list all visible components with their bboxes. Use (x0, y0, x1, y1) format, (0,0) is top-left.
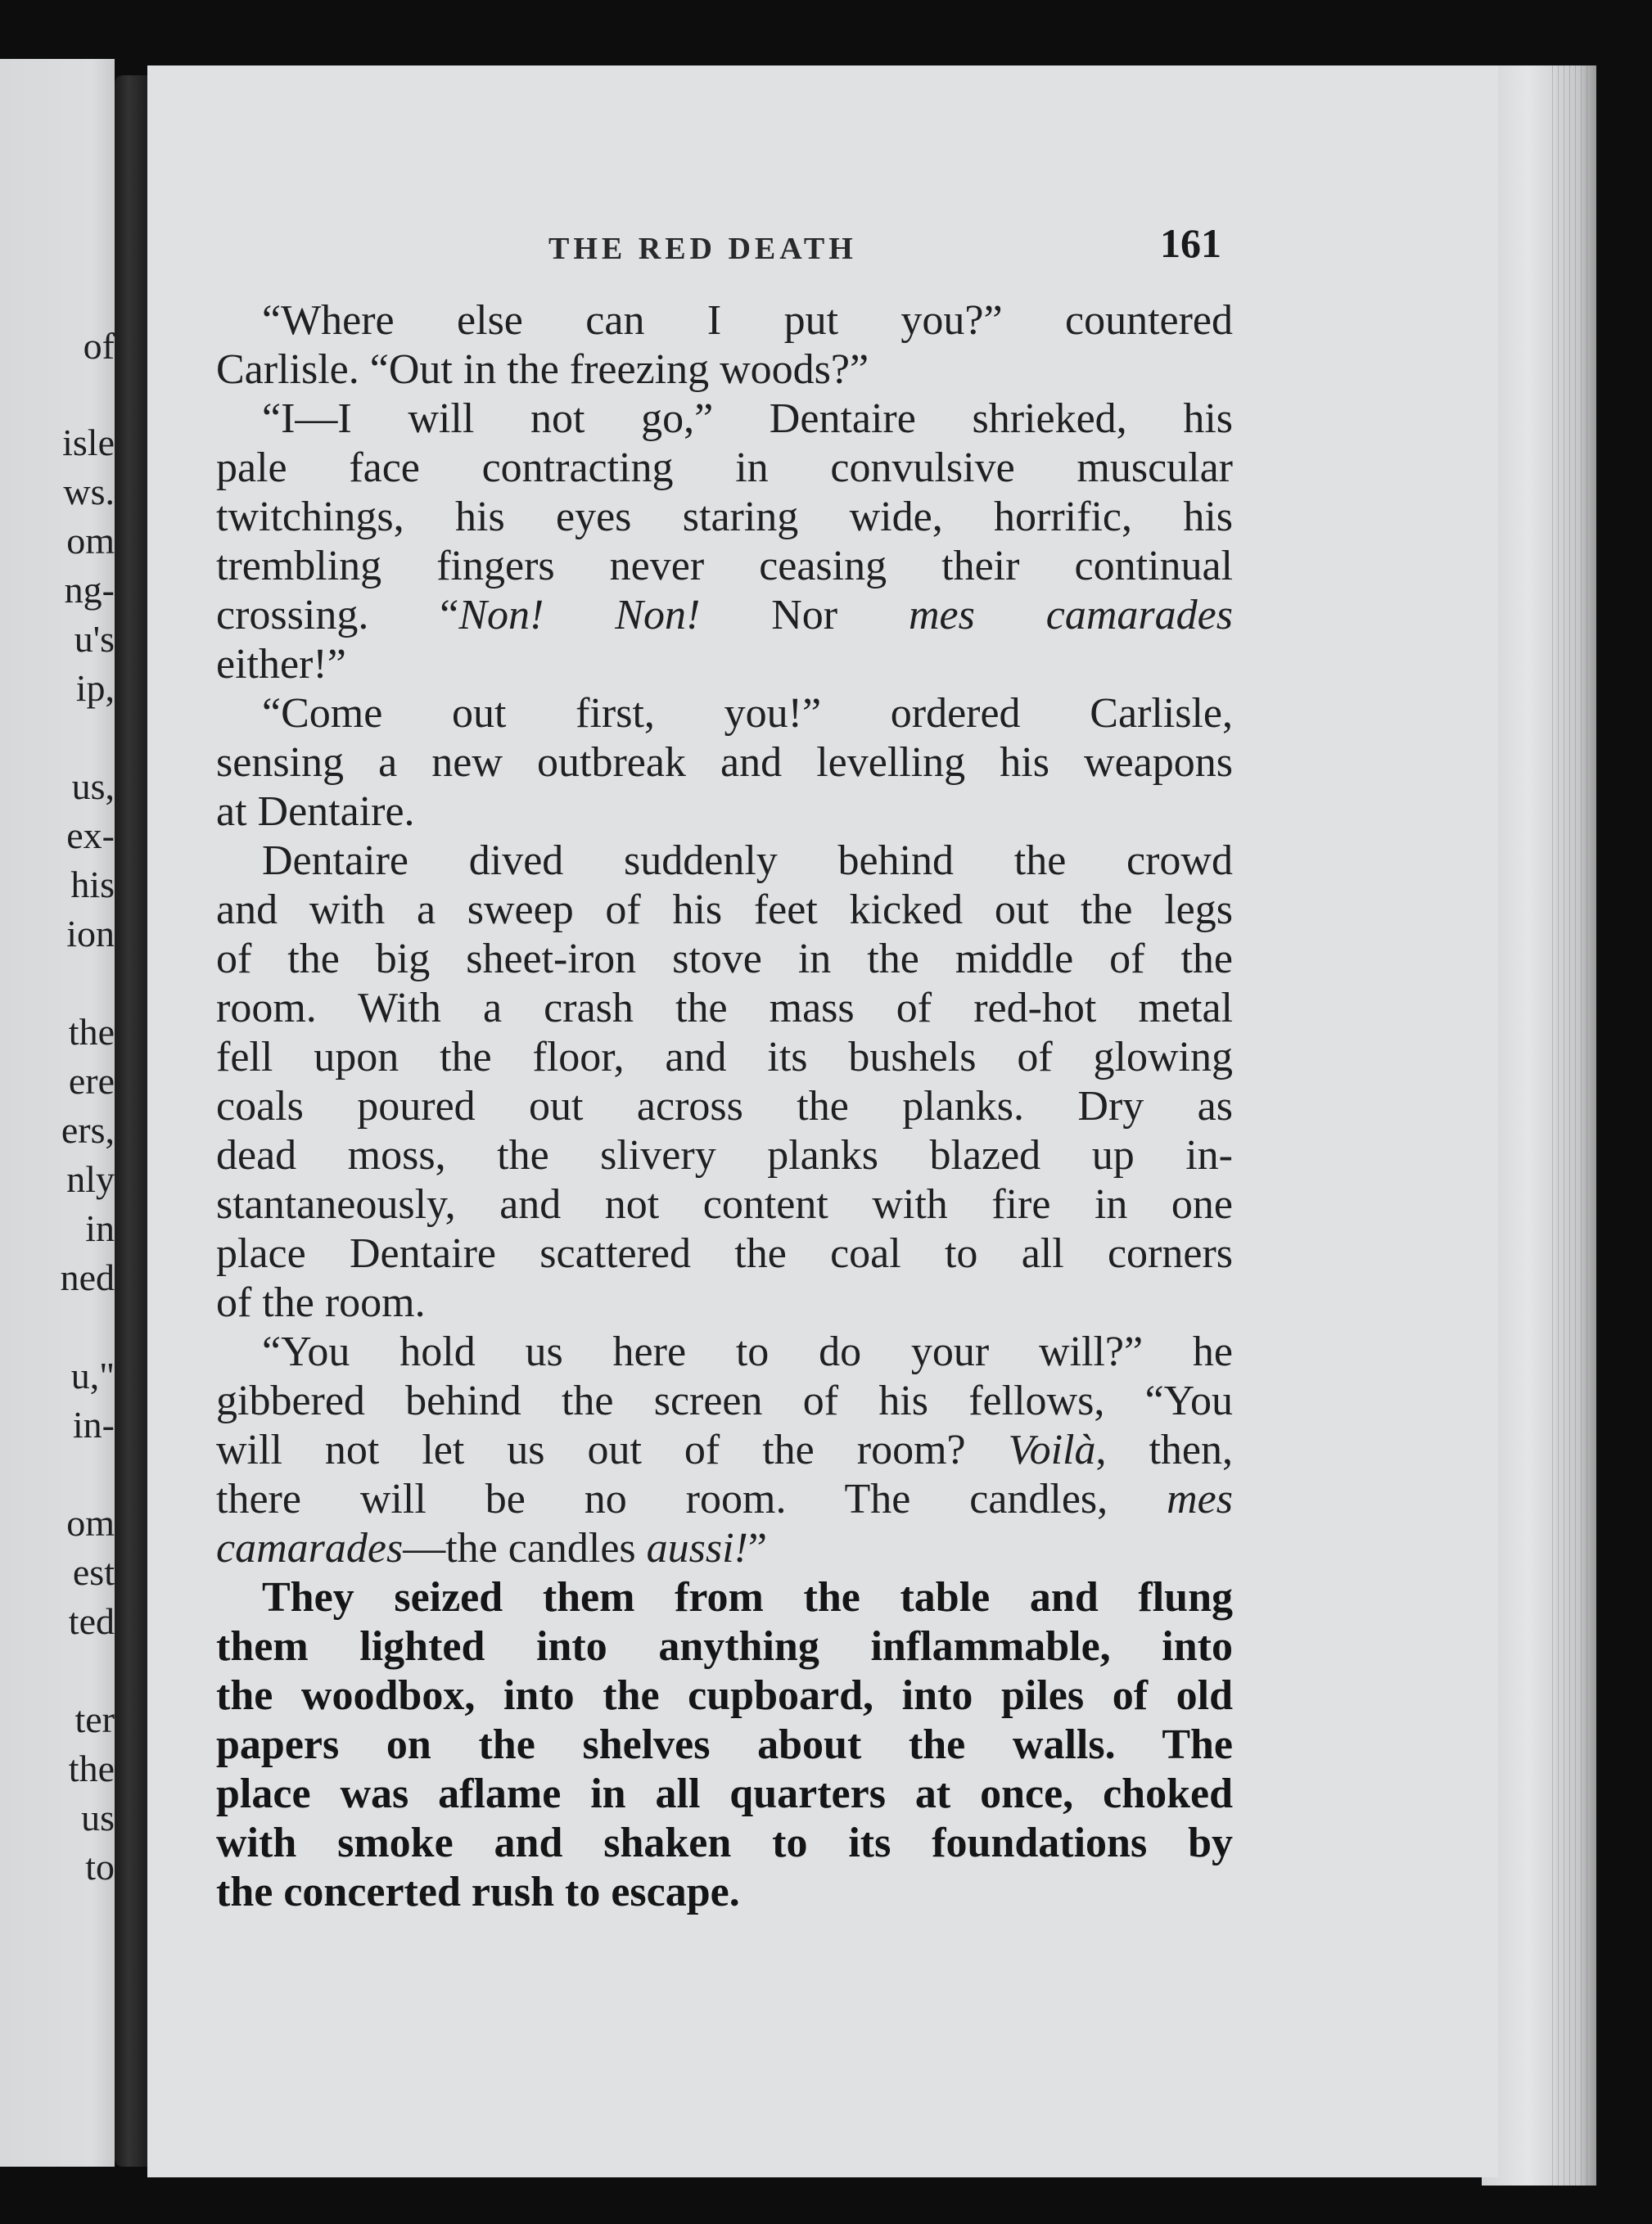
text-line: Dentaire dived suddenly behind the crowd (262, 837, 1233, 884)
italic-text: camarades (216, 1525, 404, 1572)
text-line: at Dentaire. (216, 788, 415, 835)
text-line: the concerted rush to escape. (216, 1869, 740, 1915)
text-line: trembling fingers never ceasing their continual (216, 543, 1233, 589)
text-line: and with a sweep of his feet kicked out the legs (216, 886, 1233, 933)
book-gutter (115, 75, 151, 2167)
page-edge-lines (1547, 65, 1588, 2186)
left-page-fragment: u's (74, 618, 115, 660)
left-page-fragment: est (72, 1551, 115, 1593)
left-page-fragment: of (83, 325, 115, 367)
text-line: with smoke and shaken to its foundations by (216, 1820, 1233, 1866)
text-line (216, 1426, 1233, 1475)
left-page-fragment: to (85, 1846, 115, 1888)
text-line: pale face contracting in convulsive muscular (216, 444, 1233, 491)
text-line: place Dentaire scattered the coal to all corners (216, 1230, 1233, 1277)
text-line: papers on the shelves about the walls. The (216, 1721, 1233, 1768)
italic-text: mes camarades (909, 592, 1233, 638)
italic-text: mes (1167, 1476, 1233, 1523)
left-page-fragment: the (68, 1748, 115, 1789)
text-run: crossing. “ (216, 592, 459, 638)
text-line: fell upon the floor, and its bushels of glowing (216, 1034, 1233, 1080)
left-page-fragment: ws. (63, 471, 115, 512)
text-run: Nor (700, 592, 909, 638)
text-line: “You hold us here to do your will?” he (262, 1329, 1233, 1375)
page-number: 161 (1160, 220, 1221, 266)
left-page-fragment: nly (66, 1158, 115, 1200)
left-page-fragment: in- (72, 1404, 115, 1446)
left-page-fragment: us, (71, 765, 115, 807)
text-line: Carlisle. “Out in the freezing woods?” (216, 346, 869, 393)
text-line: “Come out first, you!” ordered Carlisle, (262, 690, 1233, 737)
text-line (216, 1524, 1233, 1573)
text-line (216, 591, 1233, 640)
text-line: twitchings, his eyes staring wide, horrific, his (216, 494, 1233, 540)
running-head: THE RED DEATH (548, 232, 857, 266)
left-facing-page (0, 59, 115, 2167)
left-page-fragment: u," (70, 1355, 115, 1396)
text-run: ” (747, 1525, 767, 1572)
text-line: room. With a crash the mass of red-hot metal (216, 985, 1233, 1031)
left-page-fragment: ted (68, 1600, 115, 1642)
left-page-fragment: us (81, 1797, 115, 1838)
left-page-fragment: ex- (66, 814, 115, 856)
text-run: will not let us out of the room? (216, 1427, 1009, 1473)
left-page-fragment: ers, (61, 1109, 115, 1151)
text-line: of the big sheet-iron stove in the middle of the (216, 936, 1233, 982)
text-run: there will be no room. The candles, (216, 1476, 1167, 1523)
left-page-fragment: his (70, 864, 115, 905)
text-line (216, 1475, 1233, 1524)
left-page-fragment: ng- (64, 569, 115, 611)
text-line: place was aflame in all quarters at once, choked (216, 1771, 1233, 1817)
left-page-fragment: in (85, 1207, 115, 1249)
left-page-fragment: ion (66, 913, 115, 954)
text-line: either!” (216, 641, 346, 688)
italic-text: Voilà (1008, 1427, 1096, 1473)
text-line: of the room. (216, 1279, 426, 1326)
left-page-fragment: om (66, 520, 115, 562)
text-line: gibbered behind the screen of his fellows, “You (216, 1378, 1233, 1424)
text-line: the woodbox, into the cupboard, into piles of old (216, 1672, 1233, 1719)
text-run: , then, (1095, 1427, 1233, 1473)
text-line: stantaneously, and not content with fire in one (216, 1181, 1233, 1228)
left-page-fragment: ip, (75, 667, 115, 709)
left-page-fragment: ned (60, 1256, 115, 1298)
italic-text: Non! Non! (458, 592, 701, 638)
text-line: “I—I will not go,” Dentaire shrieked, his (262, 395, 1233, 442)
left-page-fragment: ere (68, 1060, 115, 1102)
left-page-fragment: ter (74, 1698, 115, 1740)
left-page-fragment: isle (62, 422, 115, 463)
left-page-fragment: om (66, 1502, 115, 1544)
text-line: coals poured out across the planks. Dry as (216, 1083, 1233, 1130)
text-line: They seized them from the table and flung (262, 1574, 1233, 1621)
text-line: them lighted into anything inflammable, into (216, 1623, 1233, 1670)
text-line: “Where else can I put you?” countered (262, 297, 1233, 344)
text-line: sensing a new outbreak and levelling his weapons (216, 739, 1233, 786)
text-line: dead moss, the slivery planks blazed up in- (216, 1132, 1233, 1179)
left-page-fragment: the (68, 1011, 115, 1053)
text-run: —the candles (403, 1525, 647, 1572)
italic-text: aussi! (646, 1525, 748, 1572)
